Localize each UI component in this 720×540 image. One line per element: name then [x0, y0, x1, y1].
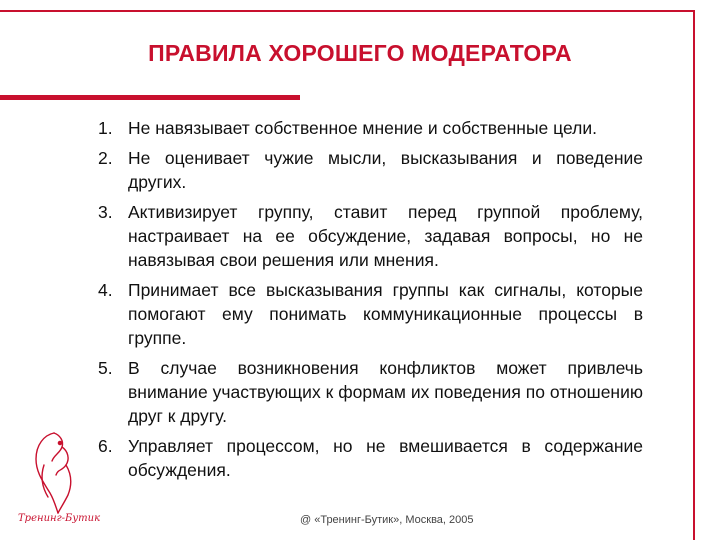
rule-text: Не оценивает чужие мысли, высказывания и поведение других.: [128, 148, 643, 192]
rule-text: В случае возникновения конфликтов может привлечь внимание участвующих к формам их поведения по отношению друг к другу.: [128, 358, 643, 426]
rule-item: [98, 434, 643, 482]
rule-number: 2.: [98, 148, 113, 168]
slide-title: ПРАВИЛА ХОРОШЕГО МОДЕРАТОРА: [148, 40, 572, 66]
rule-item: [98, 278, 643, 350]
rule-number: 6.: [98, 436, 113, 456]
rules-list: [98, 116, 643, 488]
rule-item: [98, 200, 643, 272]
rule-text: Управляет процессом, но не вмешивается в содержание обсуждения.: [128, 436, 643, 480]
rule-number: 4.: [98, 280, 113, 300]
rule-item: [98, 146, 643, 194]
title-underline: [0, 95, 300, 100]
rule-item: [98, 116, 643, 140]
rule-text: Не навязывает собственное мнение и собственные цели.: [128, 118, 597, 138]
footer-copyright: @ «Тренинг-Бутик», Москва, 2005: [300, 514, 474, 526]
logo-caption: Тренинг-Бутик: [18, 513, 101, 524]
rule-number: 5.: [98, 358, 113, 378]
rule-item: [98, 356, 643, 428]
rule-number: 1.: [98, 118, 113, 138]
brand-logo: [14, 425, 114, 525]
rule-text: Активизирует группу, ставит перед группой проблему, настраивает на ее обсуждение, задавая вопросы, но не навязывая свои решения или мнения.: [128, 202, 643, 270]
rule-text: Принимает все высказывания группы как сигналы, которые помогают ему понимать коммуникационные процессы в группе.: [128, 280, 643, 348]
rule-number: 3.: [98, 202, 113, 222]
